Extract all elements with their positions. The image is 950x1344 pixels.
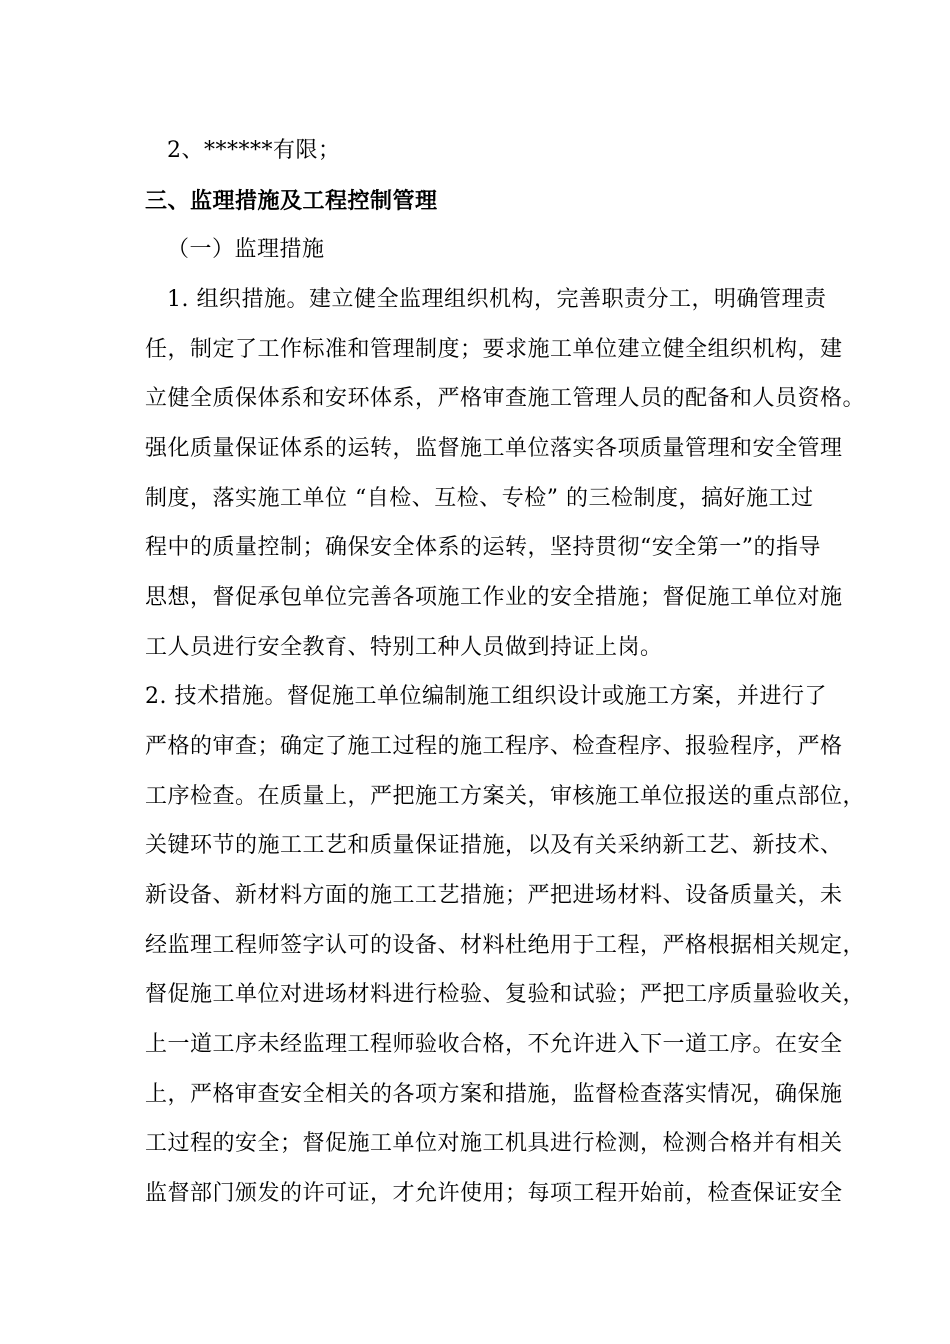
paragraph-line: 任，制定了工作标准和管理制度；要求施工单位建立健全组织机构，建 [145, 337, 843, 362]
paragraph-line: 强化质量保证体系的运转，监督施工单位落实各项质量管理和安全管理 [145, 436, 843, 461]
paragraph-line: 立健全质保体系和安环体系，严格审查施工管理人员的配备和人员资格。 [145, 386, 866, 411]
section-heading: 三、监理措施及工程控制管理 [145, 188, 438, 214]
paragraph-line: 督促施工单位对进场材料进行检验、复验和试验；严把工序质量验收关， [145, 982, 866, 1007]
paragraph-line: 工人员进行安全教育、特别工种人员做到持证上岗。 [145, 635, 663, 660]
paragraph-line: 关键环节的施工工艺和质量保证措施，以及有关采纳新工艺、新技术、 [145, 833, 843, 858]
subsection-heading: （一）监理措施 [167, 237, 325, 262]
paragraph-line: 工过程的安全；督促施工单位对施工机具进行检测，检测合格并有相关 [145, 1131, 843, 1156]
paragraph-line: 工序检查。在质量上，严把施工方案关，审核施工单位报送的重点部位， [145, 784, 866, 809]
paragraph-line: 新设备、新材料方面的施工工艺措施；严把进场材料、设备质量关，未 [145, 883, 843, 908]
list-item-company: 2、******有限； [167, 138, 341, 163]
paragraph-line: 制度，落实施工单位 “自检、互检、专检” 的三检制度，搞好施工过 [145, 486, 814, 511]
paragraph-line: 上，严格审查安全相关的各项方案和措施，监督检查落实情况，确保施 [145, 1082, 843, 1107]
paragraph-line: 严格的审查；确定了施工过程的施工程序、检查程序、报验程序，严格 [145, 734, 843, 759]
paragraph-line: 经监理工程师签字认可的设备、材料杜绝用于工程，严格根据相关规定， [145, 933, 866, 958]
paragraph-line: 程中的质量控制；确保安全体系的运转，坚持贯彻“安全第一”的指导 [145, 535, 821, 560]
paragraph-line: 监督部门颁发的许可证，才允许使用；每项工程开始前，检查保证安全 [145, 1181, 843, 1206]
paragraph-line: 思想，督促承包单位完善各项施工作业的安全措施；督促施工单位对施 [145, 585, 843, 610]
paragraph-line: 上一道工序未经监理工程师验收合格，不允许进入下一道工序。在安全 [145, 1032, 843, 1057]
paragraph-line: 1. 组织措施。建立健全监理组织机构，完善职责分工，明确管理责 [167, 287, 827, 312]
paragraph-line: 2. 技术措施。督促施工单位编制施工组织设计或施工方案，并进行了 [145, 684, 827, 709]
